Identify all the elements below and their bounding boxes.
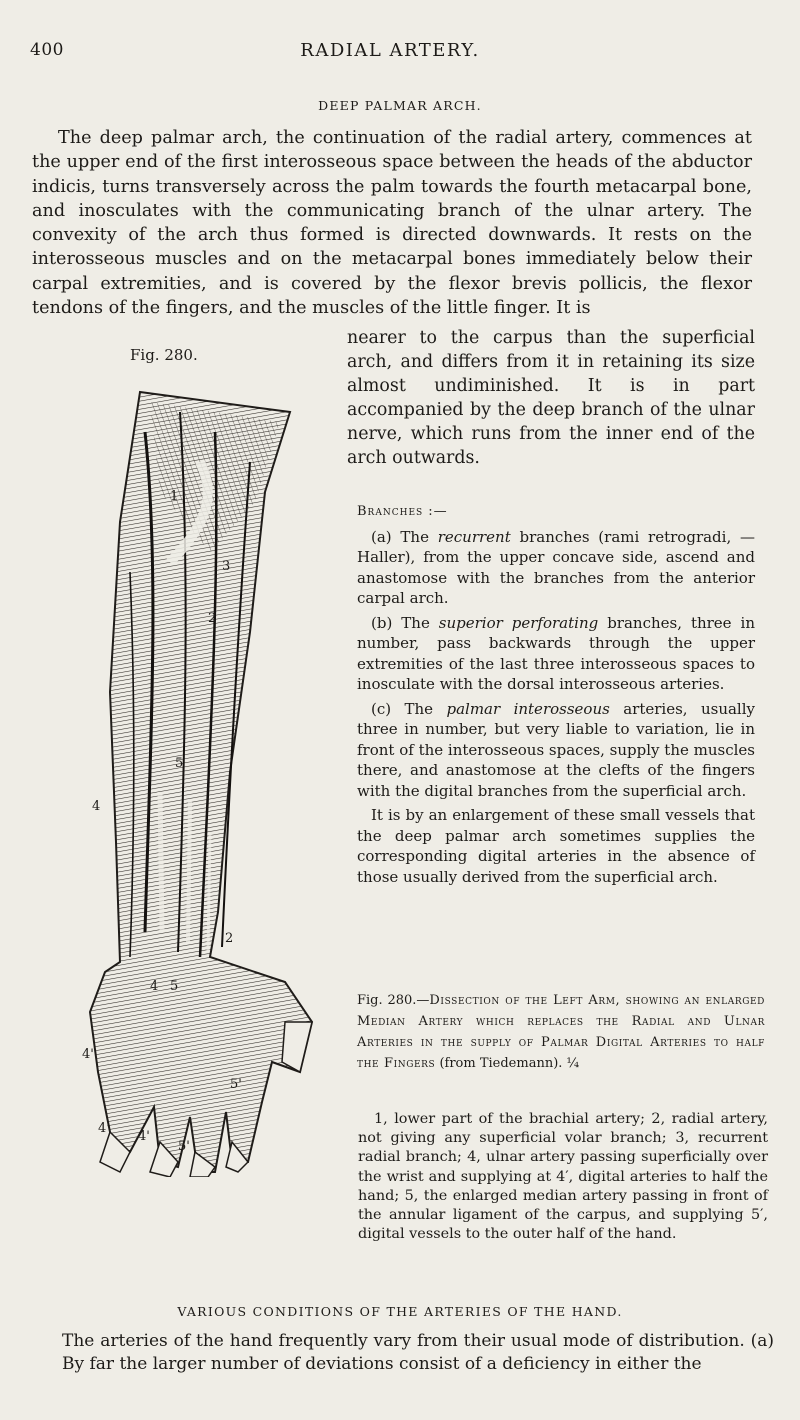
branches-section	[357, 502, 755, 887]
figure-marker-4prime-left: 4'	[82, 1047, 94, 1062]
branch-a-prefix: (a) The	[371, 527, 438, 546]
figure-legend-text: 1, lower part of the brachial artery; 2, radial artery, not giving any superficial volar branch; 3, recurrent radial branch; 4, ulnar artery passing superficially over the wrist and supplying at 4′, digital arteries to half the hand; 5, the enlarged median artery passing in front of the annular ligament of the carpus, and supplying 5′, digital vessels to the outer half of the hand.	[358, 1111, 768, 1243]
caption-prefix: Fig. 280.—	[357, 993, 430, 1008]
caption-scale: ¼	[566, 1056, 580, 1071]
figure-marker-5-mid: 5	[175, 756, 184, 771]
continued-paragraph: nearer to the carpus than the superficial arch, and differs from it in retaining its size almost undiminished. It is in part accompanied by the deep branch of the ulnar nerve, which runs from the inner end of the arch outwards.	[347, 328, 755, 468]
enlargement-paragraph: It is by an enlargement of these small vessels that the deep palmar arch sometimes supplies the corresponding digital arteries in the absence of those usually derived from the superficial arch.	[357, 806, 755, 886]
running-title: RADIAL ARTERY.	[300, 40, 480, 61]
caption-source: (from Tiedemann).	[435, 1056, 567, 1071]
figure-marker-4-wrist: 4	[150, 979, 159, 994]
branch-b-prefix: (b) The	[371, 613, 439, 632]
caption-title: Dissection of the Left Arm, showing an enlarged Median Artery which replaces the Radial and Ulnar Arteries in the supply of Palmar Digital Arteries to half the Fingers	[357, 993, 765, 1071]
various-conditions-heading: VARIOUS CONDITIONS OF THE ARTERIES OF THE HAND.	[177, 1304, 623, 1319]
intro-paragraph	[32, 126, 752, 320]
figure-marker-3: 3	[222, 559, 231, 574]
intro-paragraph-text: The deep palmar arch, the continuation of the radial artery, commences at the upper end of the first interosseous space between the heads of the abductor indicis, turns transversely across the palm towards the fourth metacarpal bone, and inosculates with the communicating branch of the ulnar artery. The convexity of the arch thus formed is directed downwards. It rests on the interosseous muscles and on the metacarpal bones immediately below their carpal extremities, and is covered by the flexor brevis pollicis, the flexor tendons of the fingers, and the muscles of the little finger. It is	[32, 128, 752, 319]
figure-caption-text	[357, 990, 765, 1074]
branch-b-text: branches, three in number, pass backwards through the upper extremities of the last three interosseous spaces to inosculate with the dorsal interosseous arteries.	[357, 613, 755, 693]
figure-label: Fig. 280.	[130, 346, 198, 364]
running-header	[30, 40, 750, 61]
figure-marker-2-upper: 2	[208, 611, 217, 626]
arm-dissection-illustration	[50, 372, 320, 1177]
section-heading: DEEP PALMAR ARCH.	[318, 98, 482, 113]
branch-c-text: arteries, usually three in number, but very liable to variation, lie in front of the interosseous spaces, supply the muscles there, and anastomose at the clefts of the fingers with the digital branches from the superficial arch.	[357, 699, 755, 800]
figure-marker-1: 1	[170, 489, 179, 504]
figure-marker-5prime-right: 5'	[230, 1077, 242, 1092]
figure-marker-4prime-b: 4'	[138, 1129, 150, 1144]
figure-marker-2-lower: 2	[225, 931, 234, 946]
figure-caption	[357, 990, 765, 1074]
figure-legend	[358, 1110, 768, 1244]
branch-a-term: recurrent	[437, 527, 511, 546]
branch-c-term: palmar interosseous	[446, 699, 610, 718]
figure-marker-5prime-c: 5'	[178, 1139, 190, 1154]
figure-marker-4-side: 4	[92, 799, 101, 814]
branch-a-text: branches (rami retrogradi, —Haller), from the upper concave side, ascend and anastomose with the branches from the anterior carpal arch.	[357, 527, 755, 607]
branch-c	[357, 699, 755, 802]
branches-heading: Branches :—	[357, 504, 448, 519]
figure-marker-5-wrist: 5	[170, 979, 179, 994]
page-number: 400	[30, 40, 64, 60]
branch-a	[357, 527, 755, 609]
branch-b-term: superior perforating	[438, 613, 599, 632]
figure-marker-4prime-a: 4'	[98, 1121, 110, 1136]
branch-c-prefix: (c) The	[371, 699, 447, 718]
branch-b	[357, 613, 755, 695]
bottom-paragraph: The arteries of the hand frequently vary from their usual mode of distribution. (a) By far the larger number of deviations consist of a deficiency in either the	[62, 1331, 774, 1374]
